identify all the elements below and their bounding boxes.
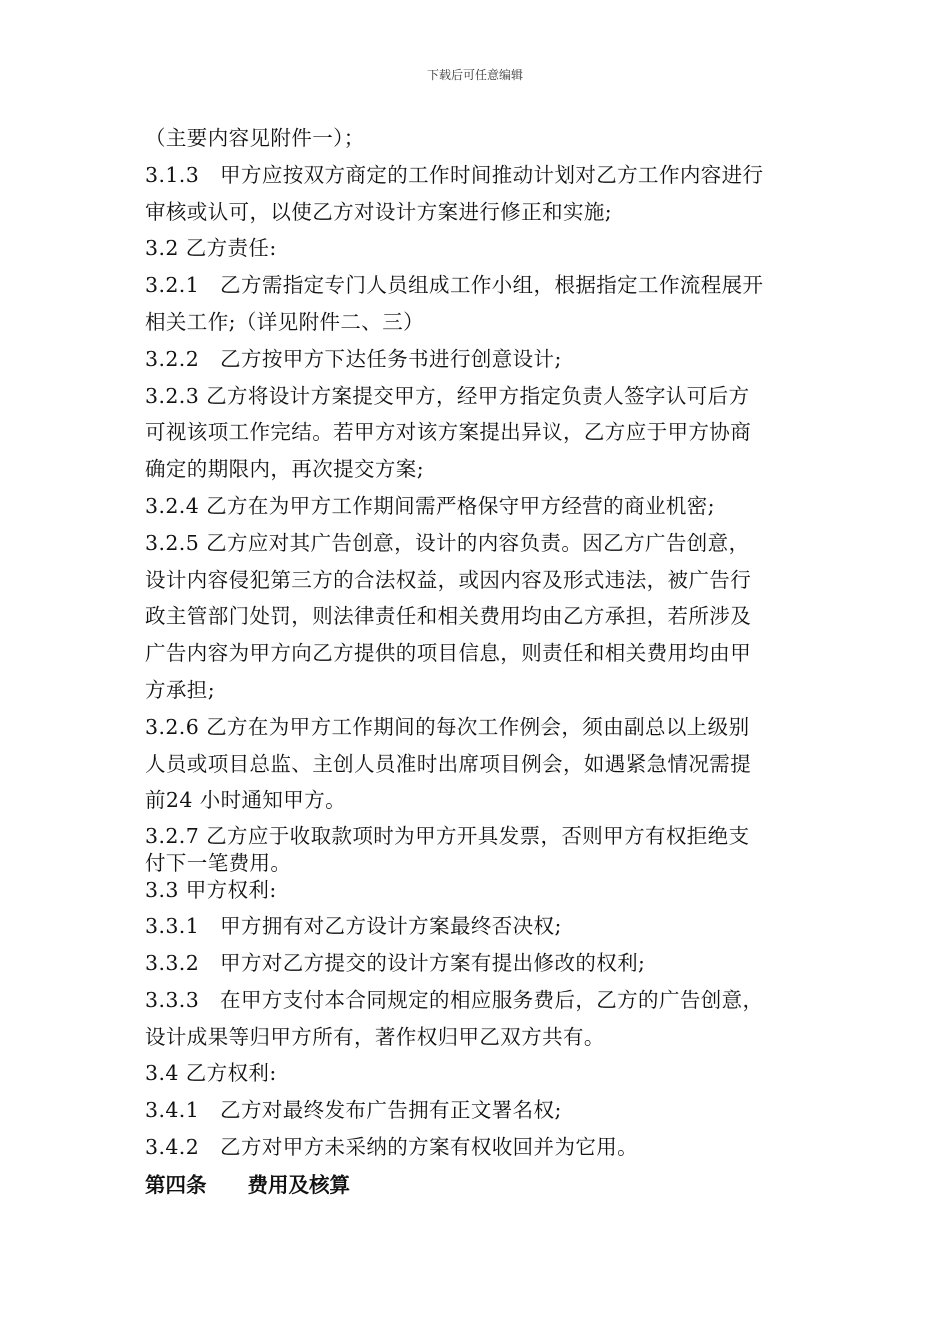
text-line: 可视该项工作完结。若甲方对该方案提出异议，乙方应于甲方协商 <box>145 420 752 445</box>
text-line: 政主管部门处罚，则法律责任和相关费用均由乙方承担，若所涉及 <box>145 604 752 629</box>
text-line: 付下一笔费用。 <box>145 851 292 876</box>
text-line: 3.3.2 甲方对乙方提交的设计方案有提出修改的权利; <box>145 950 646 975</box>
text-line: 人员或项目总监、主创人员准时出席项目例会，如遇紧急情况需提 <box>145 751 752 776</box>
text-line: 3.2.2 乙方按甲方下达任务书进行创意设计; <box>145 346 562 371</box>
text-line: （主要内容见附件一）； <box>145 126 365 150</box>
text-line: 3.2 乙方责任: <box>145 236 277 261</box>
text-line: 3.2.3 乙方将设计方案提交甲方，经甲方指定负责人签字认可后方 <box>145 383 750 408</box>
text-line: 3.2.6 乙方在为甲方工作期间的每次工作例会，须由副总以上级别 <box>145 714 750 739</box>
text-line: 设计成果等归甲方所有，著作权归甲乙双方共有。 <box>145 1024 605 1049</box>
text-line: 广告内容为甲方向乙方提供的项目信息，则责任和相关费用均由甲 <box>145 641 752 666</box>
text-line: 3.3.3 在甲方支付本合同规定的相应服务费后，乙方的广告创意， <box>145 987 764 1012</box>
text-line: 方承担; <box>145 677 216 702</box>
section-heading: 第四条 费用及核算 <box>145 1172 350 1197</box>
text-line: 3.2.1 乙方需指定专门人员组成工作小组，根据指定工作流程展开 <box>145 273 764 298</box>
text-line: 3.3.1 甲方拥有对乙方设计方案最终否决权; <box>145 914 562 939</box>
text-line: 3.4.2 乙方对甲方未采纳的方案有权收回并为它用。 <box>145 1134 639 1159</box>
text-line: 确定的期限内，再次提交方案; <box>145 457 425 482</box>
text-line: 3.2.4 乙方在为甲方工作期间需严格保守甲方经营的商业机密; <box>145 493 715 518</box>
text-line: 相关工作;（详见附件二、三） <box>145 309 425 334</box>
document-body <box>145 120 810 1204</box>
page-header: 下载后可任意编辑 <box>426 68 523 82</box>
text-line: 设计内容侵犯第三方的合法权益，或因内容及形式违法，被广告行 <box>145 567 752 592</box>
text-line: 审核或认可，以使乙方对设计方案进行修正和实施; <box>145 199 613 224</box>
text-line: 前24 小时通知甲方。 <box>145 788 347 813</box>
text-line: 3.2.7 乙方应于收取款项时为甲方开具发票，否则甲方有权拒绝支 <box>145 824 750 849</box>
text-line: 3.2.5 乙方应对其广告创意，设计的内容负责。因乙方广告创意， <box>145 530 750 555</box>
text-line: 3.3 甲方权利: <box>145 878 277 903</box>
text-line: 3.4.1 乙方对最终发布广告拥有正文署名权; <box>145 1098 562 1123</box>
text-line: 3.1.3 甲方应按双方商定的工作时间推动计划对乙方工作内容进行 <box>145 162 764 187</box>
text-line: 3.4 乙方权利: <box>145 1061 277 1086</box>
